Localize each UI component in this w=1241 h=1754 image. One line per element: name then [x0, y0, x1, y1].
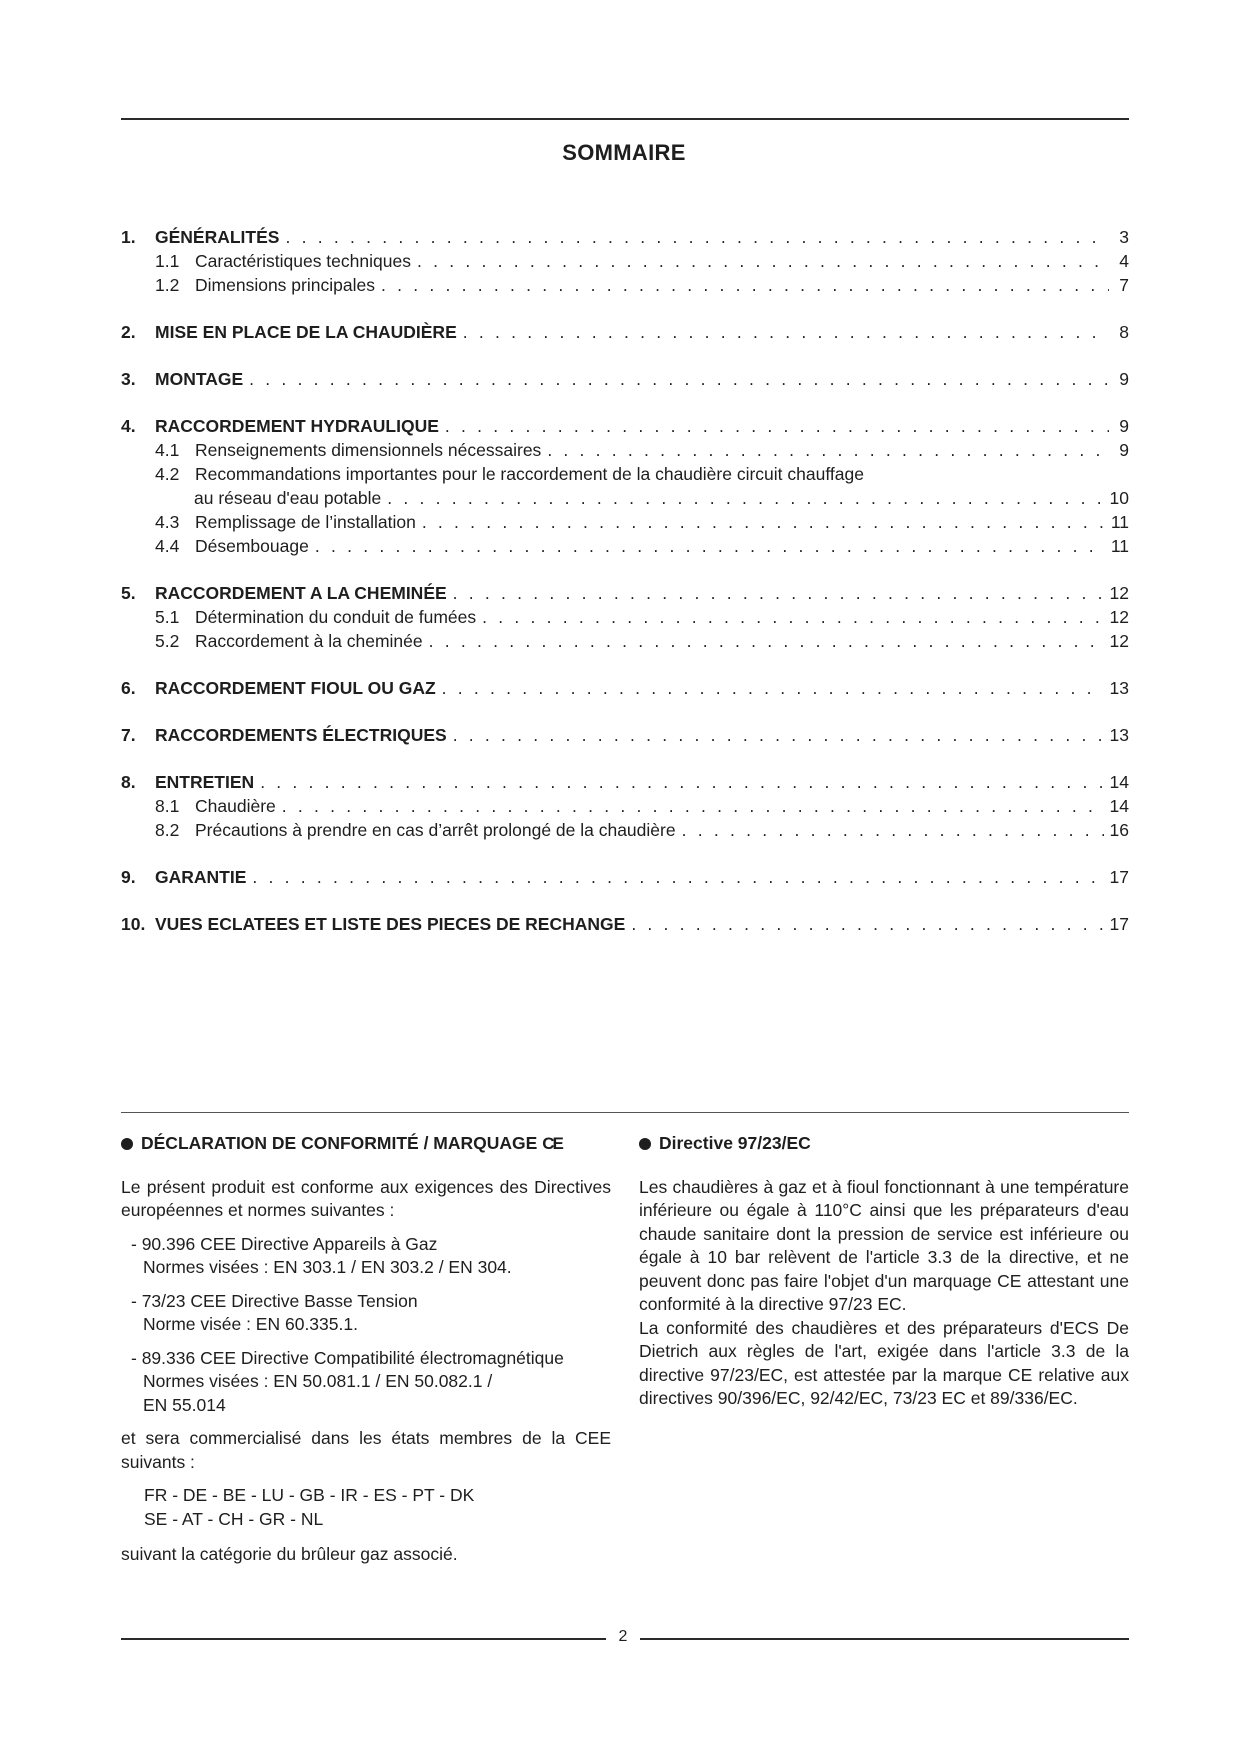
- toc-section-entry[interactable]: [121, 369, 1129, 393]
- toc-entry-number: 7.: [121, 725, 136, 745]
- toc-spacer: [121, 702, 1129, 725]
- toc-subsection-entry[interactable]: [121, 512, 1129, 536]
- toc-page-number: 8: [1119, 322, 1129, 342]
- toc-entry-label: [121, 867, 246, 888]
- directive-norms: Norme visée : EN 60.335.1.: [143, 1314, 358, 1334]
- toc-entry-number: 5.2: [155, 631, 180, 651]
- toc-entry-title: VUES ECLATEES ET LISTE DES PIECES DE RECHANGE: [155, 914, 626, 934]
- toc-page-number: 7: [1119, 275, 1129, 295]
- toc-subsection-entry[interactable]: [121, 536, 1129, 560]
- toc-spacer: [121, 346, 1129, 369]
- toc-spacer: [121, 749, 1129, 772]
- toc-spacer: [121, 655, 1129, 678]
- toc-entry-title: RACCORDEMENTS ÉLECTRIQUES: [155, 725, 447, 745]
- toc-subsection-entry[interactable]: [121, 275, 1129, 299]
- toc-dot-leader: [260, 772, 1103, 793]
- toc-section-entry[interactable]: [121, 416, 1129, 440]
- footer-rule-right: [640, 1638, 1129, 1640]
- toc-entry-title: Désembouage: [195, 536, 309, 556]
- toc-page-number: 4: [1119, 251, 1129, 271]
- header-rule: [121, 118, 1129, 120]
- page-number: 2: [618, 1628, 628, 1645]
- directive-norms: Normes visées : EN 50.081.1 / EN 50.082.1 /: [143, 1371, 493, 1391]
- toc-entry-label: [121, 914, 625, 935]
- toc-entry-label: [121, 275, 375, 296]
- toc-page-number: 10: [1109, 488, 1129, 508]
- directive-97-heading-text: Directive 97/23/EC: [659, 1133, 811, 1153]
- toc-entry-number: 5.1: [155, 607, 180, 627]
- directive-97-para2: La conformité des chaudières et des préparateurs d'ECS De Dietrich aux règles de l'art, exigée dans l'article 3.3 de la directive 97/23/EC, est attestée par la marque CE relative aux directives 90/396/EC, 92/42/EC, 73/23 EC et 89/336/EC.: [639, 1317, 1129, 1408]
- directive-title: - 73/23 CEE Directive Basse Tension: [131, 1290, 418, 1311]
- toc-entry-number: 8.1: [155, 796, 180, 816]
- toc-entry-number: 4.1: [155, 440, 180, 460]
- toc-dot-leader: [445, 416, 1109, 437]
- toc-entry-title: ENTRETIEN: [155, 772, 255, 792]
- footer-rule-left: [121, 1638, 606, 1640]
- toc-spacer: [121, 299, 1129, 322]
- toc-dot-leader: [285, 227, 1109, 248]
- toc-section-entry[interactable]: [121, 914, 1129, 938]
- toc-page-number: 9: [1119, 416, 1129, 436]
- toc-entry-label: [121, 369, 243, 390]
- toc-entry-number: 4.3: [155, 512, 180, 532]
- toc-entry-number: 8.2: [155, 820, 180, 840]
- toc-dot-leader: [429, 631, 1104, 652]
- country-line: FR - DE - BE - LU - GB - IR - ES - PT - DK: [144, 1485, 475, 1505]
- toc-spacer: [121, 393, 1129, 416]
- toc-entry-number: 4.2: [155, 464, 180, 484]
- toc-page-number: 9: [1119, 369, 1129, 389]
- conformity-declaration: [121, 1132, 611, 1577]
- toc-entry-number: 8.: [121, 772, 136, 792]
- toc-dot-leader: [252, 867, 1103, 888]
- toc-page-number: 12: [1109, 631, 1129, 651]
- page-title: SOMMAIRE: [562, 140, 686, 165]
- toc-entry-title: GARANTIE: [155, 867, 247, 887]
- toc-dot-leader: [417, 251, 1109, 272]
- toc-section-entry[interactable]: [121, 725, 1129, 749]
- toc-entry-label: [121, 772, 254, 793]
- section-divider: [121, 1112, 1129, 1113]
- directive-97-section: [639, 1132, 1129, 1421]
- toc-entry-title: Raccordement à la cheminée: [195, 631, 423, 651]
- toc-entry-number: 3.: [121, 369, 136, 389]
- toc-entry-title: Caractéristiques techniques: [195, 251, 411, 271]
- toc-entry-label: [121, 725, 447, 746]
- toc-entry-title: MONTAGE: [155, 369, 244, 389]
- toc-page-number: 11: [1110, 512, 1129, 532]
- toc-page-number: 11: [1110, 536, 1129, 556]
- directive-item: [131, 1347, 611, 1418]
- toc-section-entry[interactable]: [121, 583, 1129, 607]
- toc-entry-title: Chaudière: [195, 796, 276, 816]
- toc-page-number: 13: [1109, 725, 1129, 745]
- toc-entry-label: [121, 440, 541, 461]
- toc-entry-number: 4.: [121, 416, 136, 436]
- toc-section-entry[interactable]: [121, 867, 1129, 891]
- toc-entry-label: [121, 322, 457, 343]
- toc-page-number: 17: [1109, 867, 1129, 887]
- toc-entry-label: [121, 416, 439, 437]
- directive-97-heading: [639, 1132, 1129, 1156]
- bullet-icon: [639, 1138, 651, 1150]
- toc-dot-leader: [442, 678, 1104, 699]
- toc-entry-title: Dimensions principales: [195, 275, 375, 295]
- toc-entry-label: [121, 631, 423, 652]
- toc-subsection-entry[interactable]: [121, 251, 1129, 275]
- country-line: SE - AT - CH - GR - NL: [144, 1508, 324, 1529]
- toc-dot-leader: [453, 583, 1104, 604]
- toc-entry-title: au réseau d'eau potable: [194, 488, 382, 508]
- toc-entry-label: [121, 796, 276, 817]
- toc-entry-number: 9.: [121, 867, 136, 887]
- toc-entry-label: [121, 251, 411, 272]
- toc-entry-label: [121, 488, 381, 509]
- toc-entry-number: 6.: [121, 678, 136, 698]
- toc-dot-leader: [631, 914, 1103, 935]
- toc-spacer: [121, 891, 1129, 914]
- toc-entry-number: 10.: [121, 914, 146, 934]
- ce-mark-icon: CE: [542, 1134, 562, 1153]
- directive-item: [131, 1290, 611, 1337]
- toc-dot-leader: [482, 607, 1103, 628]
- toc-entry-title: Recommandations importantes pour le raccordement de la chaudière circuit chauffage: [195, 464, 864, 484]
- toc-entry-label: [121, 607, 476, 628]
- toc-dot-leader: [315, 536, 1105, 557]
- table-of-contents: [121, 227, 1129, 938]
- burner-note: suivant la catégorie du brûleur gaz associé.: [121, 1544, 458, 1564]
- toc-entry-title: Précautions à prendre en cas d’arrêt prolongé de la chaudière: [195, 820, 676, 840]
- toc-page-number: 9: [1119, 440, 1129, 460]
- conformity-heading-text: DÉCLARATION DE CONFORMITÉ / MARQUAGE: [141, 1133, 538, 1153]
- toc-entry-number: 4.4: [155, 536, 180, 556]
- toc-entry-number: 1.: [121, 227, 136, 247]
- toc-page-number: 14: [1109, 796, 1129, 816]
- toc-entry-title: RACCORDEMENT FIOUL OU GAZ: [155, 678, 436, 698]
- conformity-intro: Le présent produit est conforme aux exigences des Directives européennes et normes suivantes :: [121, 1176, 611, 1220]
- toc-entry-number: 1.1: [155, 251, 180, 271]
- toc-subsection-entry[interactable]: [121, 796, 1129, 820]
- toc-spacer: [121, 560, 1129, 583]
- toc-entry-title: MISE EN PLACE DE LA CHAUDIÈRE: [155, 322, 457, 342]
- directive-title: - 89.336 CEE Directive Compatibilité électromagnétique: [131, 1347, 564, 1368]
- toc-entry-title: RACCORDEMENT HYDRAULIQUE: [155, 416, 439, 436]
- toc-section-entry[interactable]: [121, 322, 1129, 346]
- market-text: et sera commercialisé dans les états membres de la CEE suivants :: [121, 1428, 611, 1472]
- toc-section-entry[interactable]: [121, 678, 1129, 702]
- conformity-heading: [121, 1132, 611, 1156]
- toc-dot-leader: [422, 512, 1105, 533]
- toc-entry-number: 5.: [121, 583, 136, 603]
- directive-norms-cont: EN 55.014: [143, 1394, 226, 1415]
- toc-section-entry[interactable]: [121, 772, 1129, 796]
- directive-97-para1: Les chaudières à gaz et à fioul fonctionnant à une température inférieure ou égale à 110°C ainsi que les préparateurs d'eau chaude sanitaire dont la pression de service est inférieure ou égale à 10 bar relèvent de l'article 3.3 de la directive, et ne peuvent donc pas faire l'objet d'un marquage CE attestant une conformité à la directive 97/23 EC.: [639, 1176, 1129, 1314]
- toc-entry-title: Détermination du conduit de fumées: [195, 607, 477, 627]
- toc-page-number: 12: [1109, 607, 1129, 627]
- toc-dot-leader: [682, 820, 1104, 841]
- toc-entry-label: [121, 820, 676, 841]
- toc-dot-leader: [282, 796, 1104, 817]
- toc-entry-title: Remplissage de l’installation: [195, 512, 416, 532]
- country-list: [144, 1484, 611, 1531]
- toc-subsection-entry[interactable]: [121, 607, 1129, 631]
- toc-entry-title: Renseignements dimensionnels nécessaires: [195, 440, 542, 460]
- toc-entry-title: RACCORDEMENT A LA CHEMINÉE: [155, 583, 447, 603]
- toc-entry-title: GÉNÉRALITÉS: [155, 227, 280, 247]
- toc-entry-label: [121, 464, 864, 485]
- toc-dot-leader: [547, 440, 1109, 461]
- toc-subsection-entry[interactable]: [121, 631, 1129, 655]
- toc-entry-label: [121, 227, 279, 248]
- toc-entry-number: 1.2: [155, 275, 180, 295]
- toc-subsection-entry[interactable]: [121, 488, 1129, 512]
- toc-entry-number: 2.: [121, 322, 136, 342]
- toc-page-number: 3: [1119, 227, 1129, 247]
- toc-dot-leader: [463, 322, 1109, 343]
- toc-spacer: [121, 844, 1129, 867]
- toc-entry-label: [121, 536, 309, 557]
- toc-dot-leader: [387, 488, 1103, 509]
- directive-item: [131, 1233, 611, 1280]
- toc-page-number: 17: [1109, 914, 1129, 934]
- toc-dot-leader: [453, 725, 1104, 746]
- directive-title: - 90.396 CEE Directive Appareils à Gaz: [131, 1233, 438, 1254]
- toc-page-number: 13: [1109, 678, 1129, 698]
- toc-entry-label: [121, 678, 436, 699]
- toc-page-number: 14: [1109, 772, 1129, 792]
- directive-norms: Normes visées : EN 303.1 / EN 303.2 / EN 304.: [143, 1257, 512, 1277]
- toc-section-entry[interactable]: [121, 227, 1129, 251]
- toc-page-number: 16: [1109, 820, 1129, 840]
- bullet-icon: [121, 1138, 133, 1150]
- toc-dot-leader: [249, 369, 1109, 390]
- toc-subsection-entry[interactable]: [121, 820, 1129, 844]
- toc-subsection-entry[interactable]: [121, 464, 1129, 488]
- toc-subsection-entry[interactable]: [121, 440, 1129, 464]
- toc-entry-label: [121, 512, 416, 533]
- toc-page-number: 12: [1109, 583, 1129, 603]
- toc-entry-label: [121, 583, 447, 604]
- toc-dot-leader: [381, 275, 1109, 296]
